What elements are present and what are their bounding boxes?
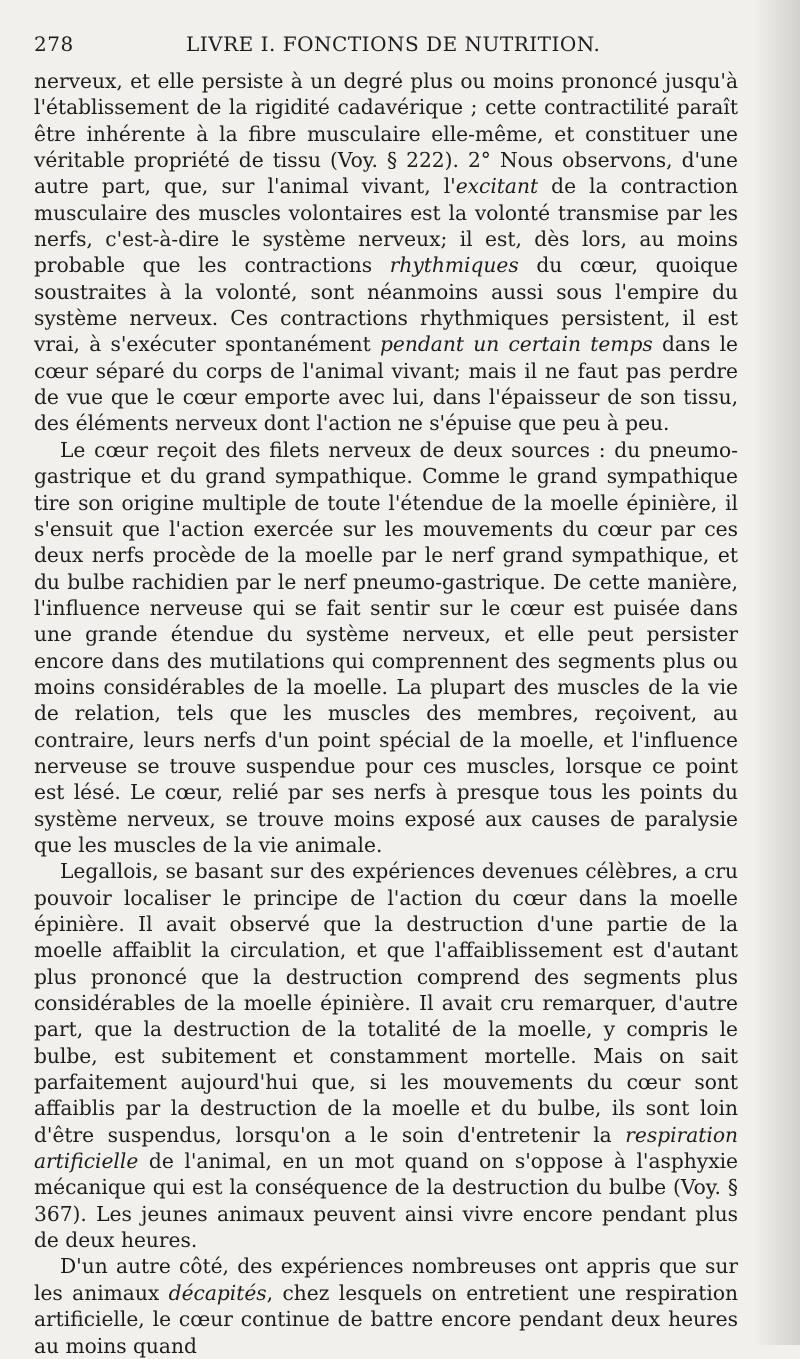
paragraph-3: Legallois, se basant sur des expériences devenues célèbres, a cru pouvoir localiser le principe de l'action du cœur dans la moelle épinière. Il avait observé que la destruction d'une partie de la moelle affaiblit la circulation, et que l'affaiblissement est d'autant plus prononcé que la destruction comprend des segments plus considérables de la moelle épinière. Il avait cru remarquer, d'autre part, que la destruction de la totalité de la moelle, y compris le bulbe, est subitement et constamment mortelle. Mais on sait parfaitement aujourd'hui que, si les mouvements du cœur sont affaiblis par la destruction de la moelle et du bulbe, ils sont loin d'être suspendus, lorsqu'on a le soin d'entretenir la respiration artificielle de l'animal, en un mot quand on s'oppose à l'asphyxie mécanique qui est la conséquence de la destruction du bulbe (Voy. § 367). Les jeunes animaux peuvent ainsi vivre encore pendant plus de deux heures. bbox=[34, 859, 738, 1253]
running-head bbox=[34, 32, 738, 68]
paragraph-4: D'un autre côté, des expériences nombreuses ont appris que sur les animaux décapités, chez lesquels on entretient une respiration artificielle, le cœur continue de battre encore pendant deux heures au moins quand bbox=[34, 1254, 738, 1358]
page-number: 278 bbox=[34, 32, 74, 56]
body-text bbox=[34, 68, 738, 1359]
paragraph-2: Le cœur reçoit des filets nerveux de deux sources : du pneumo-gastrique et du grand sympathique. Comme le grand sympathique tire son origine multiple de toute l'étendue de la moelle épinière, il s'ensuit que l'action exercée sur les mouvements du cœur par ces deux nerfs procède de la moelle par le nerf grand sympathique, et du bulbe rachidien par le nerf pneumo-gastrique. De cette manière, l'influence nerveuse qui se fait sentir sur le cœur est puisée dans une grande étendue du système nerveux, et elle peut persister encore dans des mutilations qui comprennent des segments plus ou moins considérables de la moelle. La plupart des muscles de la vie de relation, tels que les muscles des membres, reçoivent, au contraire, leurs nerfs d'un point spécial de la moelle, et l'influence nerveuse se trouve suspendue pour ces muscles, lorsque ce point est lésé. Le cœur, relié par ses nerfs à presque tous les points du système nerveux, se trouve moins exposé aux causes de paralysie que les muscles de la vie animale. bbox=[34, 437, 738, 857]
running-title: LIVRE I. FONCTIONS DE NUTRITION. bbox=[186, 32, 601, 56]
paragraph-1: nerveux, et elle persiste à un degré plus ou moins prononcé jusqu'à l'établissement de la rigidité cadavérique ; cette contractilité paraît être inhérente à la fibre musculaire elle-même, et constituer une véritable propriété de tissu (Voy. § 222). 2° Nous observons, d'une autre part, que, sur l'animal vivant, l'excitant de la contraction musculaire des muscles volontaires est la volonté transmise par les nerfs, c'est-à-dire le système nerveux; il est, dès lors, au moins probable que les contractions rhythmiques du cœur, quoique soustraites à la volonté, sont néanmoins aussi sous l'empire du système nerveux. Ces contractions rhythmiques persistent, il est vrai, à s'exécuter spontanément pendant un certain temps dans le cœur séparé du corps de l'animal vivant; mais il ne faut pas perdre de vue que le cœur emporte avec lui, dans l'épaisseur de son tissu, des éléments nerveux dont l'action ne s'épuise que peu à peu. bbox=[34, 69, 738, 436]
